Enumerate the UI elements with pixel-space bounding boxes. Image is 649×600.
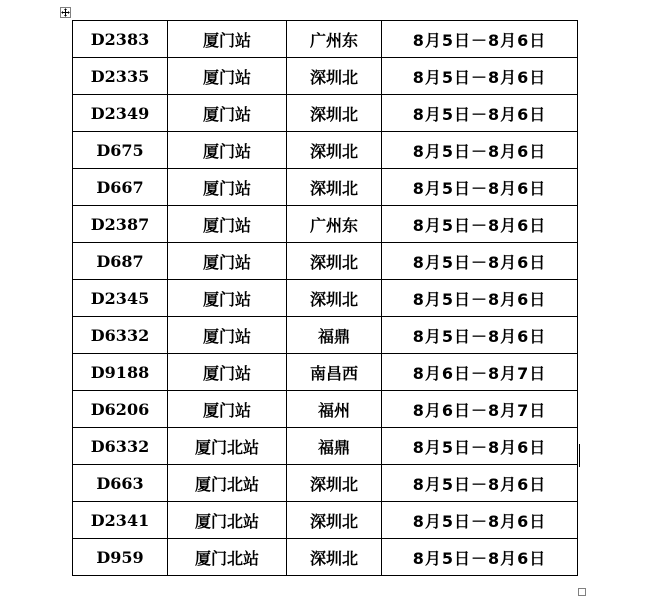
table-row <box>73 58 578 95</box>
date-range-cell[interactable]: 8月5日－8月6日 <box>382 21 578 58</box>
train-number-cell[interactable]: D2335 <box>73 58 168 95</box>
train-number-cell[interactable]: D675 <box>73 132 168 169</box>
train-number-cell[interactable]: D2345 <box>73 280 168 317</box>
table-row <box>73 428 578 465</box>
date-range-cell[interactable]: 8月5日－8月6日 <box>382 243 578 280</box>
date-range-cell[interactable]: 8月5日－8月6日 <box>382 206 578 243</box>
date-range-cell[interactable]: 8月6日－8月7日 <box>382 354 578 391</box>
arrival-station-cell[interactable]: 福鼎 <box>287 428 382 465</box>
arrival-station-cell[interactable]: 深圳北 <box>287 58 382 95</box>
date-range-cell[interactable]: 8月5日－8月6日 <box>382 317 578 354</box>
arrival-station-cell[interactable]: 深圳北 <box>287 95 382 132</box>
train-number-cell[interactable]: D2349 <box>73 95 168 132</box>
arrival-station-cell[interactable]: 深圳北 <box>287 502 382 539</box>
table-row <box>73 391 578 428</box>
train-number-cell[interactable]: D667 <box>73 169 168 206</box>
train-number-cell[interactable]: D6332 <box>73 428 168 465</box>
date-range-cell[interactable]: 8月5日－8月6日 <box>382 428 578 465</box>
table-row <box>73 280 578 317</box>
departure-station-cell[interactable]: 厦门站 <box>168 95 287 132</box>
date-range-cell[interactable]: 8月5日－8月6日 <box>382 95 578 132</box>
departure-station-cell[interactable]: 厦门站 <box>168 58 287 95</box>
train-number-cell[interactable]: D2383 <box>73 21 168 58</box>
train-schedule-table <box>72 20 578 576</box>
departure-station-cell[interactable]: 厦门站 <box>168 280 287 317</box>
arrival-station-cell[interactable]: 深圳北 <box>287 539 382 576</box>
arrival-station-cell[interactable]: 深圳北 <box>287 132 382 169</box>
arrival-station-cell[interactable]: 深圳北 <box>287 169 382 206</box>
move-arrows-icon <box>61 8 70 17</box>
train-number-cell[interactable]: D663 <box>73 465 168 502</box>
train-number-cell[interactable]: D6332 <box>73 317 168 354</box>
departure-station-cell[interactable]: 厦门站 <box>168 132 287 169</box>
departure-station-cell[interactable]: 厦门站 <box>168 243 287 280</box>
arrival-station-cell[interactable]: 南昌西 <box>287 354 382 391</box>
date-range-cell[interactable]: 8月5日－8月6日 <box>382 502 578 539</box>
date-range-cell[interactable]: 8月5日－8月6日 <box>382 169 578 206</box>
date-range-cell[interactable]: 8月6日－8月7日 <box>382 391 578 428</box>
table-row <box>73 95 578 132</box>
date-range-cell[interactable]: 8月5日－8月6日 <box>382 132 578 169</box>
table-row <box>73 206 578 243</box>
table-row <box>73 465 578 502</box>
arrival-station-cell[interactable]: 广州东 <box>287 206 382 243</box>
arrival-station-cell[interactable]: 福鼎 <box>287 317 382 354</box>
departure-station-cell[interactable]: 厦门北站 <box>168 428 287 465</box>
table-row <box>73 354 578 391</box>
train-number-cell[interactable]: D959 <box>73 539 168 576</box>
arrival-station-cell[interactable]: 深圳北 <box>287 465 382 502</box>
date-range-cell[interactable]: 8月5日－8月6日 <box>382 539 578 576</box>
arrival-station-cell[interactable]: 深圳北 <box>287 280 382 317</box>
departure-station-cell[interactable]: 厦门站 <box>168 206 287 243</box>
date-range-cell[interactable]: 8月5日－8月6日 <box>382 58 578 95</box>
departure-station-cell[interactable]: 厦门北站 <box>168 465 287 502</box>
table-row <box>73 539 578 576</box>
departure-station-cell[interactable]: 厦门北站 <box>168 539 287 576</box>
table-row <box>73 317 578 354</box>
departure-station-cell[interactable]: 厦门北站 <box>168 502 287 539</box>
arrival-station-cell[interactable]: 广州东 <box>287 21 382 58</box>
table-row <box>73 502 578 539</box>
departure-station-cell[interactable]: 厦门站 <box>168 391 287 428</box>
departure-station-cell[interactable]: 厦门站 <box>168 21 287 58</box>
table-row <box>73 132 578 169</box>
date-range-cell[interactable]: 8月5日－8月6日 <box>382 465 578 502</box>
table-row <box>73 21 578 58</box>
arrival-station-cell[interactable]: 深圳北 <box>287 243 382 280</box>
departure-station-cell[interactable]: 厦门站 <box>168 354 287 391</box>
train-number-cell[interactable]: D6206 <box>73 391 168 428</box>
arrival-station-cell[interactable]: 福州 <box>287 391 382 428</box>
train-number-cell[interactable]: D687 <box>73 243 168 280</box>
train-number-cell[interactable]: D2341 <box>73 502 168 539</box>
text-cursor <box>579 444 580 467</box>
table-resize-handle[interactable] <box>578 588 586 596</box>
departure-station-cell[interactable]: 厦门站 <box>168 169 287 206</box>
table-row <box>73 243 578 280</box>
train-number-cell[interactable]: D9188 <box>73 354 168 391</box>
table-row <box>73 169 578 206</box>
departure-station-cell[interactable]: 厦门站 <box>168 317 287 354</box>
train-number-cell[interactable]: D2387 <box>73 206 168 243</box>
date-range-cell[interactable]: 8月5日－8月6日 <box>382 280 578 317</box>
table-move-handle[interactable] <box>60 7 71 18</box>
